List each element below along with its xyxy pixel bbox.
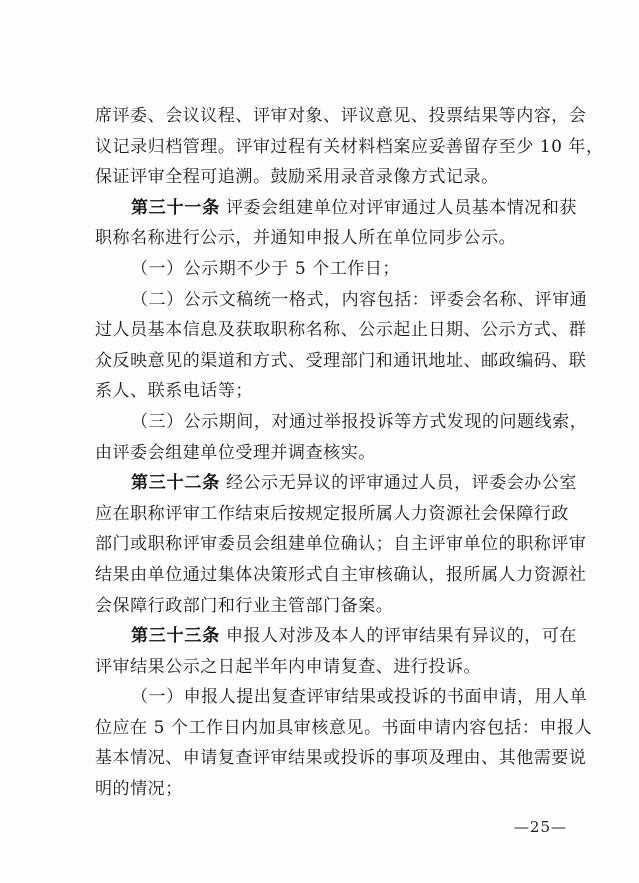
article-number: 第三十二条 [131, 473, 220, 494]
page-number: —25— [513, 818, 567, 836]
clause-line: （二）公示文稿统一格式，内容包括：评委会名称、评审通 [131, 289, 588, 310]
text-line: 评审结果公示之日起半年内申请复查、进行投诉。 [95, 656, 482, 677]
text-line: 部门或职称评审委员会组建单位确认；自主评审单位的职称评审 [95, 534, 587, 555]
text-line: 明的情况； [95, 779, 183, 800]
regulation-text [95, 101, 604, 805]
clause-line: （一）申报人提出复查评审结果或投诉的书面申请，用人单 [131, 687, 588, 708]
clause-line: （一）公示期不少于 5 个工作日； [131, 258, 400, 279]
text-line: 基本情况、申请复查评审结果或投诉的事项及理由、其他需要说 [95, 748, 587, 769]
article-number: 第三十三条 [131, 626, 220, 647]
text-line: 席评委、会议议程、评审对象、评议意见、投票结果等内容，会 [95, 106, 587, 126]
text-line: 结果由单位通过集体决策形式自主审核确认，报所属人力资源社 [95, 564, 587, 585]
article-text: 申报人对涉及本人的评审结果有异议的，可在 [220, 626, 577, 647]
article-32-heading-line [95, 468, 577, 499]
text-line: 会保障行政部门和行业主管部门备案。 [95, 595, 394, 616]
text-line: 系人、联系电话等； [95, 381, 253, 402]
text-line: 保证评审全程可追溯。鼓励采用录音录像方式记录。 [95, 167, 499, 188]
text-line: 过人员基本信息及获取职称名称、公示起止日期、公示方式、群 [95, 320, 587, 341]
text-line: 议记录归档管理。评审过程有关材料档案应妥善留存至少 10 年， [95, 136, 604, 157]
text-line: 应在职称评审工作结束后按规定报所属人力资源社会保障行政 [95, 503, 569, 524]
article-31-heading-line [95, 193, 577, 224]
text-line: 众反映意见的渠道和方式、受理部门和通讯地址、邮政编码、联 [95, 350, 587, 371]
text-line: 职称名称进行公示，并通知申报人所在单位同步公示。 [95, 228, 517, 249]
article-number: 第三十一条 [131, 197, 220, 218]
article-text: 评委会组建单位对评审通过人员基本情况和获 [220, 197, 577, 218]
text-line: 位应在 5 个工作日内加具审核意见。书面申请内容包括：申报人 [95, 717, 593, 738]
article-text: 经公示无异议的评审通过人员，评委会办公室 [220, 473, 577, 494]
article-33-heading-line [95, 621, 577, 652]
text-line: 由评委会组建单位受理并调查核实。 [95, 442, 376, 463]
clause-line: （三）公示期间，对通过举报投诉等方式发现的问题线索， [131, 411, 588, 432]
